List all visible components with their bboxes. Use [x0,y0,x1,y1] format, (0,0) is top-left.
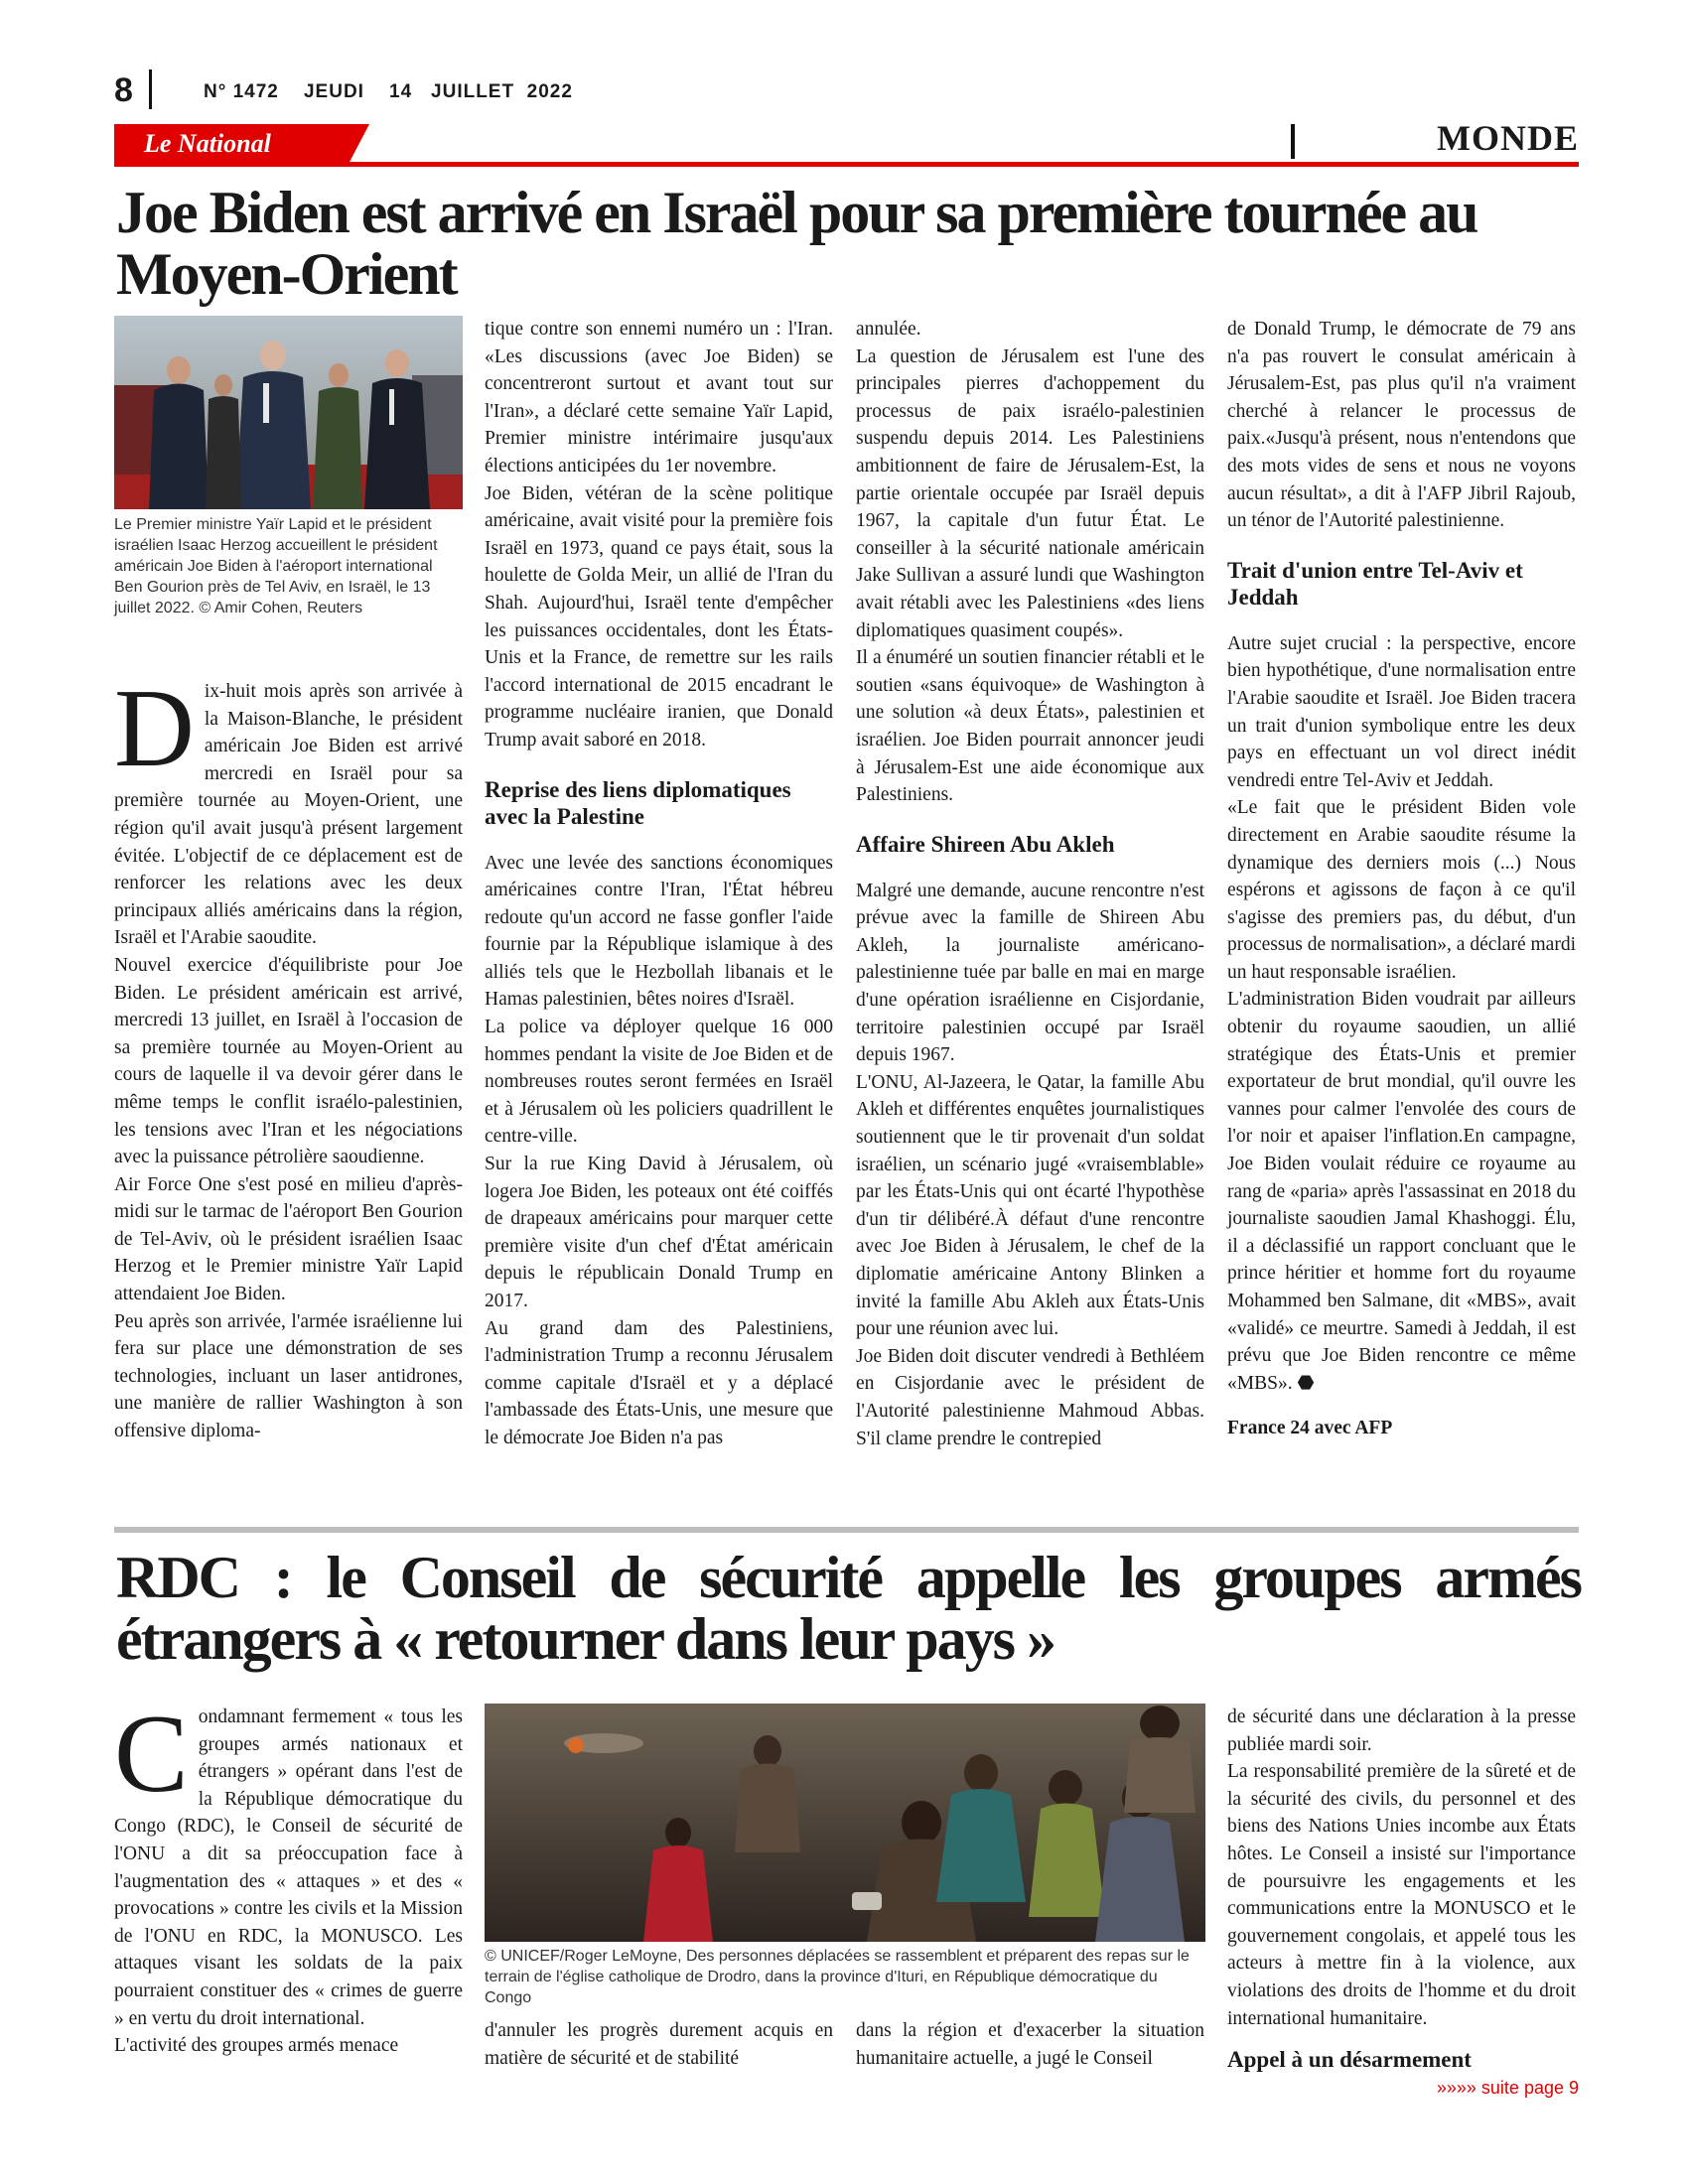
dropcap: D [114,667,195,790]
article-1-paragraph: L'administration Biden voudrait par ailleurs obtenir du royaume saoudien, un allié stratégique des États-Unis et premier exportateur de brut mondial, qu'il ouvre les vannes pour calmer l'envolée des cours de l'or noir et apaiser l'inflation.En campagne, Joe Biden voulait réduire ce royaume au rang de «paria» après l'assassinat en 2018 du journaliste saoudien Jamal Khashoggi. Élu, il a déclassifié un rapport concluant que le prince héritier et homme fort du royaume Mohammed ben Salmane, dit «MBS», avait «validé» ce meurtre. Samedi à Jeddah, il est prévu que Joe Biden rencontre ce même «MBS». ⬣ [1227,989,1576,1394]
article-1-paragraph: Joe Biden doit discuter vendredi à Bethléem en Cisjordanie avec le président de l'Autorité palestinienne Mahmoud Abbas. S'il clame prendre le contrepied [856,1345,1204,1449]
article-1-paragraph: Il a énuméré un soutien financier rétabli et le soutien «sans équivoque» de Washington à une solution «à deux États», palestinien et israélien. Joe Biden pourrait annoncer jeudi à Jérusalem-Est une aide économique aux Palestiniens. [856,647,1204,806]
header-rule [114,162,1579,167]
article-2-column-4 [1227,1704,1576,2073]
article-1-paragraph: «Le fait que le président Biden vole directement en Arabie saoudite résume la dynamique des derniers mois (...) Nous espérons et agissons de façon à ce qu'il s'agisse des premiers pas, du début, d'un processus de normalisation», a déclaré mardi un haut responsable israélien. [1227,797,1576,983]
article-1-paragraph: Joe Biden, vétéran de la scène politique américaine, avait visité pour la première fois Israël en 1973, quand ce pays était, sous la houlette de Golda Meir, un allié de l'Iran du Shah. Aujourd'hui, Israël tente d'empêcher les puissances occidentales, dont les États-Unis et la France, de remettre sur les rails l'accord international de 2015 encadrant le programme nucléaire iranien, que Donald Trump avait saboré en 2018. [485,482,833,751]
article-1-paragraph: de Donald Trump, le démocrate de 79 ans n'a pas rouvert le consulat américain à Jérusalem-Est, pas plus qu'il n'a vraiment cherché à relancer le processus de paix.«Jusqu'à présent, nous n'entendons que des mots vides de sens et nous ne voyons aucun résultat», a dit à l'AFP Jibril Rajoub, un ténor de l'Autorité palestinienne. [1227,319,1576,532]
article-1-paragraph: Malgré une demande, aucune rencontre n'est prévue avec la famille de Shireen Abu Akleh, la journaliste américano-palestinienne tuée par balle en mai en marge d'une opération israélienne en Cisjordanie, territoire palestinien occupé par Israël depuis 1967. [856,880,1204,1066]
page-number: 8 [114,71,133,109]
article-1-paragraph: La police va déployer quelque 16 000 hommes pendant la visite de Joe Biden et de nombreuses routes seront fermées en Israël et à Jérusalem où les policiers quadrillent le centre-ville. [485,1017,833,1148]
article-2-paragraph: L'activité des groupes armés menace [114,2035,399,2057]
section-name: MONDE [1437,118,1579,158]
article-2-column-1 [114,1693,463,2060]
section-divider [1291,124,1295,159]
article-1-paragraph: Au grand dam des Palestiniens, l'administration Trump a reconnu Jérusalem comme capitale d'Israël et y a déplacé l'ambassade des États-Unis, une mesure que le démocrate Joe Biden n'a pas [485,1317,833,1448]
article-2-paragraph: d'annuler les progrès durement acquis en matière de sécurité et de stabilité [485,2020,833,2069]
article-2-subhead: Appel à un désarmement [1227,2047,1472,2073]
header-divider [149,69,152,109]
end-mark-icon: ⬣ [1292,1372,1315,1394]
article-1-paragraph: annulée. [856,319,921,340]
article-1-subhead: Reprise des liens diplomatiques avec la Palestine [485,776,791,829]
brand-name: Le National [144,129,271,158]
article-2-headline: RDC : le Conseil de sécurité appelle les groupes armés étrangers à « retourner dans leur pays » [116,1545,1581,1672]
article-divider [114,1527,1579,1533]
article-1-paragraph: La question de Jérusalem est l'une des principales pierres d'achoppement du processus de paix israélo-palestinien suspendu depuis 2014. Les Palestiniens ambitionnent de faire de Jérusalem-Est, la partie orientale occupée par Israël depuis 1967, la capitale d'un futur État. Le conseiller à la sécurité nationale américain Jake Sullivan a assuré lundi que Washington avait rétabli avec les Palestiniens «des liens diplomatiques quasiment coupés». [856,345,1204,641]
article-1-column-3 [856,316,1204,1452]
article-1-column-4 [1227,316,1576,1442]
article-2-column-3 [856,2017,1204,2072]
article-2-paragraph: Condamnant fermement « tous les groupes armés nationaux et étrangers » opérant dans l'est de la République démocratique du Congo (RDC), le Conseil de sécurité de l'ONU a dit sa préoccupation face à l'augmentation des « attaques » et des « provocations » contre les civils et la Mission de l'ONU en RDC, la MONUSCO. Les attaques visant les soldats de la paix pourraient constituer des « crimes de guerre » en vertu du droit international. [114,1693,463,2029]
article-2-photo [485,1704,1205,1942]
article-1-subhead: Affaire Shireen Abu Akleh [856,831,1115,857]
article-1-headline: Joe Biden est arrivé en Israël pour sa première tournée au Moyen-Orient [116,180,1477,307]
article-1-paragraph: Dix-huit mois après son arrivée à la Maison-Blanche, le président américain Joe Biden est arrivé mercredi en Israël pour sa première tournée au Moyen-Orient, une région qu'il avait jusqu'à présent largement évitée. L'objectif de ce déplacement est de renforcer les relations avec les deux principaux alliés américains dans la région, Israël et l'Arabie saoudite. [114,667,463,949]
article-1-paragraph: tique contre son ennemi numéro un : l'Iran. «Les discussions (avec Joe Biden) se concentreront surtout et avant tout sur l'Iran», a déclaré cette semaine Yaïr Lapid, Premier ministre intérimaire jusqu'aux élections anticipées du 1er novembre. [485,319,833,477]
article-1-paragraph: Sur la rue King David à Jérusalem, où logera Joe Biden, les poteaux ont été coiffés de drapeaux américains pour marquer cette première visite d'un chef d'État américain depuis le républicain Donald Trump en 2017. [485,1154,833,1311]
article-2-paragraph: dans la région et d'exacerber la situation humanitaire actuelle, a jugé le Conseil [856,2020,1204,2069]
article-2-paragraph: La responsabilité première de la sûreté et de la sécurité des civils, du personnel et des biens des Nations Unies incombe aux États hôtes. Le Conseil a insisté sur l'importance de poursuivre les engagements et les communications entre la MONUSCO et le gouvernement congolais, et appelé tous les acteurs à mettre fin à la violence, aux violations des droits de l'homme et du droit international humanitaire. [1227,1761,1576,2029]
article-1-paragraph: Avec une levée des sanctions économiques américaines contre l'Iran, l'État hébreu redoute qu'un accord ne fasse gonfler l'aide fournie par la République islamique à des alliés tels que le Hezbollah libanais et le Hamas palestinien, bêtes noires d'Israël. [485,852,833,1011]
article-1-subhead: Trait d'union entre Tel-Aviv et Jeddah [1227,557,1523,610]
article-1-paragraph: Autre sujet crucial : la perspective, encore bien hypothétique, d'une normalisation entre l'Arabie saoudite et Israël. Joe Biden tracera un trait d'union symbolique entre les deux pays en effectuant un vol direct inédit vendredi entre Tel-Aviv et Jeddah. [1227,632,1576,791]
article-2-photo-caption: © UNICEF/Roger LeMoyne, Des personnes déplacées se rassemblent et préparent des repas sur le terrain de l'église catholique de Drodro, dans la province d'Ituri, en République démocratique du Congo [485,1948,1190,2006]
article-1-column-2 [485,316,833,1452]
article-1-paragraph: Peu après son arrivée, l'armée israélienne lui fera sur place une démonstration de ses technologies, incluant un laser antidrones, une manière de rallier Washington à son offensive diploma- [114,1310,463,1442]
article-1-column-1 [114,667,463,1445]
article-2-paragraph: de sécurité dans une déclaration à la presse publiée mardi soir. [1227,1706,1576,1755]
issue-info: N° 1472 JEUDI 14 JUILLET 2022 [204,81,573,102]
article-1-source: France 24 avec AFP [1227,1418,1393,1439]
article-1-photo [114,316,463,509]
article-1-photo-caption: Le Premier ministre Yaïr Lapid et le président israélien Isaac Herzog accueillent le président américain Joe Biden à l'aéroport international Ben Gourion près de Tel Aviv, en Israël, le 13 juillet 2022. © Amir Cohen, Reuters [114,516,438,616]
dropcap: C [114,1693,189,1816]
article-1-paragraph: Nouvel exercice d'équilibriste pour Joe Biden. Le président américain est arrivé, mercredi 13 juillet, en Israël à l'occasion de sa première tournée au Moyen-Orient au cours de laquelle il va devoir gérer dans le même temps le conflit israélo-palestinien, les tensions avec l'Iran et les négociations avec la puissance pétrolière saoudienne. [114,954,463,1168]
article-1-paragraph: L'ONU, Al-Jazeera, le Qatar, la famille Abu Akleh et différentes enquêtes journalistiques soutiennent que le tir provenait d'un soldat israélien, un scénario jugé «vraisemblable» par les États-Unis qui ont écarté l'hypothèse d'un tir délibéré.À défaut d'une rencontre avec Joe Biden à Jérusalem, le chef de la diplomatie américaine Antony Blinken a invité la famille Abu Akleh aux États-Unis pour une réunion avec lui. [856,1071,1204,1340]
article-1-paragraph: Air Force One s'est posé en milieu d'après-midi sur le tarmac de l'aéroport Ben Gourion de Tel-Aviv, où le président israélien Isaac Herzog et le Premier ministre Yaïr Lapid attendaient Joe Biden. [114,1173,463,1305]
article-2-column-2 [485,2017,833,2072]
continued-link[interactable]: »»»» suite page 9 [1436,2078,1579,2098]
